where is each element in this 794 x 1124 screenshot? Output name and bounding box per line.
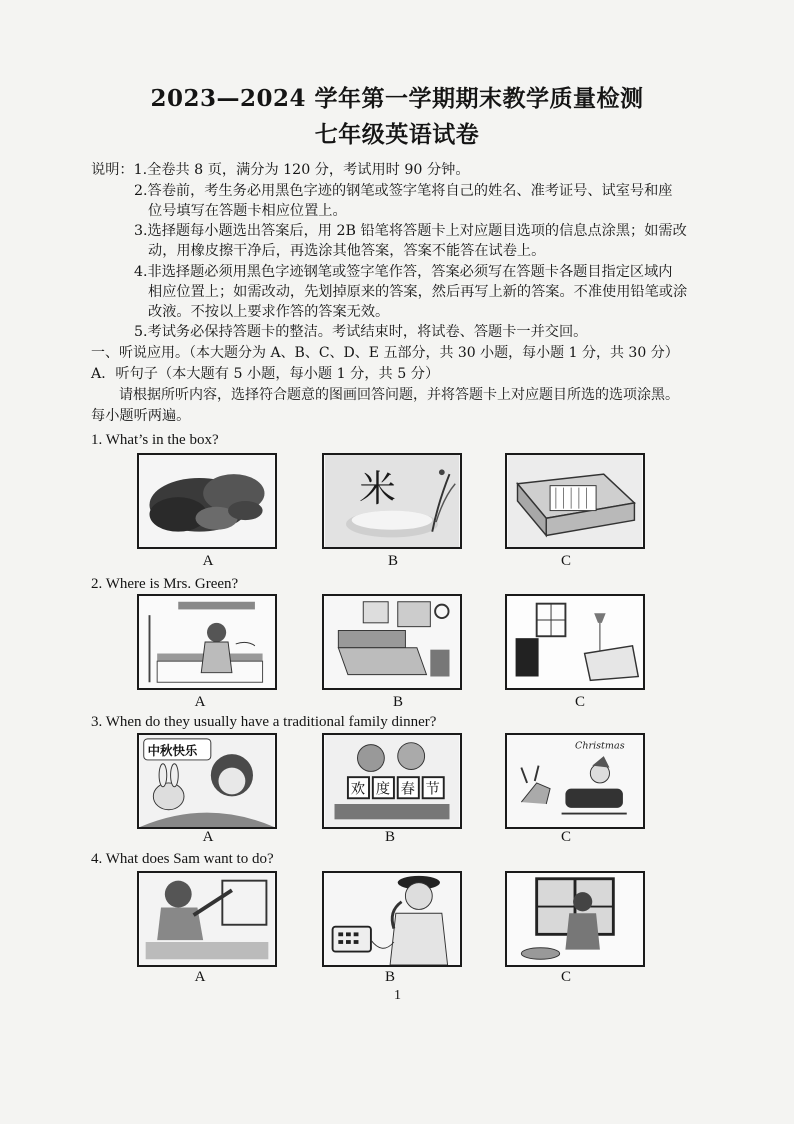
q3-option-a-image[interactable] bbox=[137, 733, 277, 829]
instruction-line: 5.考试务必保持答题卡的整洁。考试结束时，将试卷、答题卡一并交回。 bbox=[134, 324, 588, 340]
exam-title: 2023—2024 学年第一学期期末教学质量检测 bbox=[150, 85, 644, 112]
phone-call-image bbox=[324, 873, 460, 965]
q4-option-b-image[interactable] bbox=[322, 871, 462, 967]
q2-option-c-image[interactable] bbox=[505, 594, 645, 690]
q2-option-a-label: A bbox=[194, 694, 206, 710]
q1-option-a-image[interactable] bbox=[137, 453, 277, 549]
christmas-text: Christmas bbox=[575, 740, 625, 752]
festival-char: 春 bbox=[400, 781, 415, 798]
instruction-line: 3.选择题每小题选出答案后，用 2B 铅笔将答题卡上对应题目选项的信息点涂黑；如需改 bbox=[134, 223, 687, 239]
question-4: 4. What does Sam want to do? bbox=[91, 851, 274, 867]
mid-autumn-image bbox=[139, 735, 275, 827]
q3-option-b-image[interactable] bbox=[322, 733, 462, 829]
q3-option-b-label: B bbox=[384, 829, 395, 845]
instruction-line: 2.答卷前，考生务必用黑色字迹的钢笔或签字笔将自己的姓名、准考证号、试室号和座 bbox=[134, 183, 673, 199]
directions: 每小题听两遍。 bbox=[91, 408, 191, 424]
section-heading: 一、听说应用。（本大题分为 A、B、C、D、E 五部分，共 30 小题，每小题 1 分，共 30 分） bbox=[91, 345, 679, 361]
question-1: 1. What’s in the box? bbox=[91, 432, 219, 448]
instruction-line: 说明：1.全卷共 8 页，满分为 120 分，考试用时 90 分钟。 bbox=[91, 162, 470, 178]
question-3: 3. When do they usually have a traditional family dinner? bbox=[91, 714, 437, 730]
q2-option-c-label: C bbox=[574, 694, 585, 710]
page-number: 1 bbox=[394, 988, 401, 1003]
q1-option-b-image[interactable] bbox=[322, 453, 462, 549]
q4-option-a-label: A bbox=[194, 969, 206, 985]
q2-option-b-image[interactable] bbox=[322, 594, 462, 690]
instruction-line: 位号填写在答题卡相应位置上。 bbox=[148, 203, 347, 219]
q3-option-c-image[interactable] bbox=[505, 733, 645, 829]
rice-char: 米 bbox=[359, 467, 396, 510]
mid-autumn-text: 中秋快乐 bbox=[147, 743, 198, 759]
exam-subtitle: 七年级英语试卷 bbox=[314, 121, 480, 148]
instruction-line: 相应位置上；如需改动，先划掉原来的答案，然后再写上新的答案。不准使用铅笔或涂 bbox=[148, 284, 688, 300]
tea-leaves-image bbox=[139, 455, 275, 547]
question-2: 2. Where is Mrs. Green? bbox=[91, 576, 239, 592]
q3-option-c-label: C bbox=[560, 829, 571, 845]
living-room-image bbox=[507, 596, 643, 688]
box-image bbox=[507, 455, 643, 547]
festival-char: 节 bbox=[425, 781, 440, 798]
q2-option-a-image[interactable] bbox=[137, 594, 277, 690]
q4-option-b-label: B bbox=[384, 969, 395, 985]
q1-option-b-label: B bbox=[387, 553, 398, 569]
q1-option-c-image[interactable] bbox=[505, 453, 645, 549]
q2-option-b-label: B bbox=[392, 694, 403, 710]
bedroom-image bbox=[324, 596, 460, 688]
part-a-heading: A．听句子（本大题有 5 小题，每小题 1 分，共 5 分） bbox=[91, 366, 440, 382]
spring-festival-image bbox=[324, 735, 460, 827]
cleaning-window-image bbox=[507, 873, 643, 965]
kitchen-image bbox=[139, 596, 275, 688]
festival-char: 度 bbox=[375, 781, 391, 798]
q3-option-a-label: A bbox=[202, 829, 214, 845]
instruction-line: 动，用橡皮擦干净后，再选涂其他答案，答案不能答在试卷上。 bbox=[148, 243, 546, 259]
painting-boy-image bbox=[139, 873, 275, 965]
directions: 请根据所听内容，选择符合题意的图画回答问题，并将答题卡上对应题目所选的选项涂黑。 bbox=[119, 387, 679, 403]
rice-image bbox=[324, 455, 460, 547]
q4-option-a-image[interactable] bbox=[137, 871, 277, 967]
christmas-image bbox=[507, 735, 643, 827]
instruction-line: 改液。不按以上要求作答的答案无效。 bbox=[148, 304, 390, 320]
q1-option-c-label: C bbox=[560, 553, 571, 569]
festival-char: 欢 bbox=[350, 781, 366, 798]
instruction-line: 4.非选择题必须用黑色字迹钢笔或签字笔作答，答案必须写在答题卡各题目指定区域内 bbox=[134, 264, 673, 280]
q1-option-a-label: A bbox=[202, 553, 214, 569]
q4-option-c-label: C bbox=[560, 969, 571, 985]
q4-option-c-image[interactable] bbox=[505, 871, 645, 967]
